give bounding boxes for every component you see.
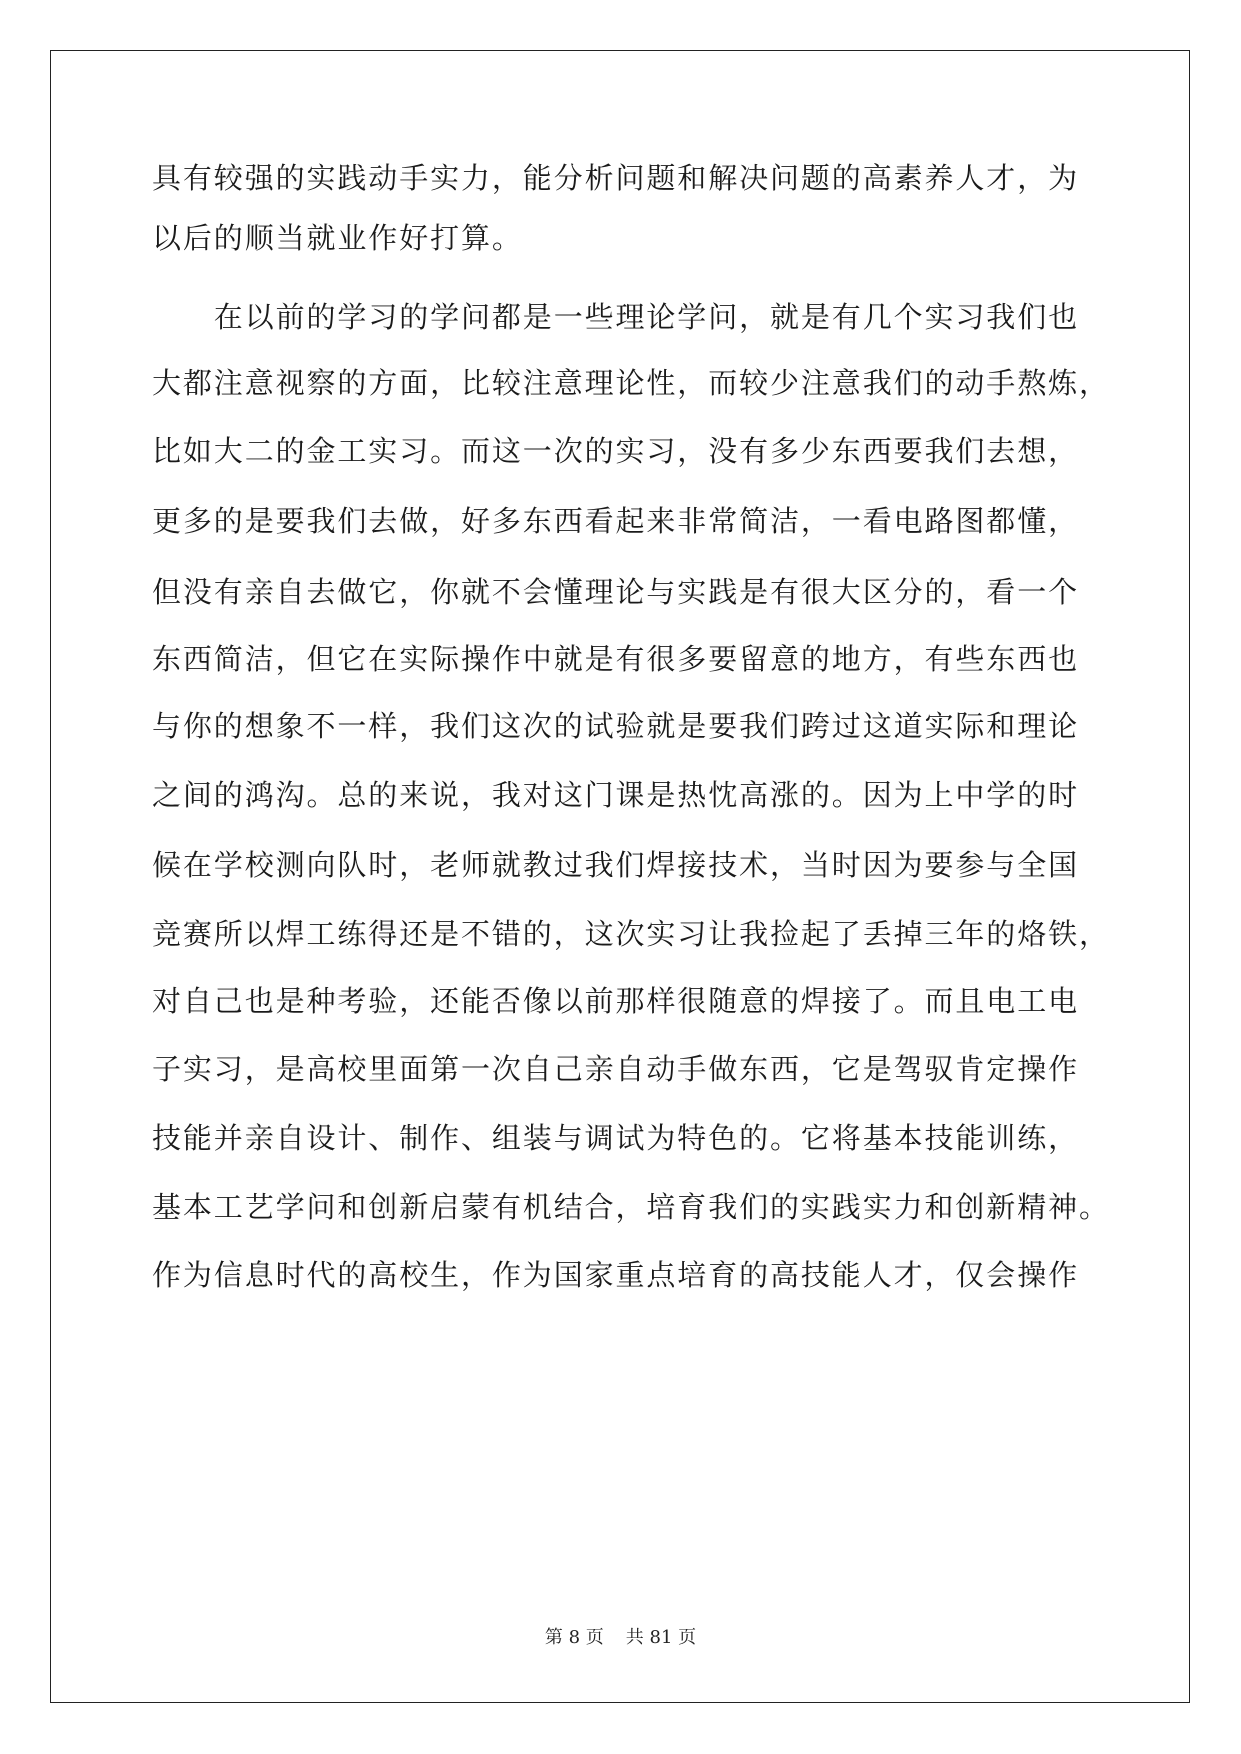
page-number: 第 8 页 [544, 1627, 604, 1648]
text-line: 在以前的学习的学问都是一些理论学问，就是有几个实习我们也 [152, 300, 1080, 334]
text-line: 比如大二的金工实习。而这一次的实习，没有多少东西要我们去想， [152, 434, 1080, 468]
text-line: 大都注意视察的方面，比较注意理论性，而较少注意我们的动手熬炼， [152, 366, 1110, 400]
text-line: 更多的是要我们去做，好多东西看起来非常简洁，一看电路图都懂， [152, 504, 1080, 538]
page-footer [0, 1626, 1241, 1650]
text-line: 技能并亲自设计、制作、组装与调试为特色的。它将基本技能训练， [152, 1121, 1080, 1155]
text-line: 子实习，是高校里面第一次自己亲自动手做东西，它是驾驭肯定操作 [152, 1052, 1080, 1086]
text-line: 候在学校测向队时，老师就教过我们焊接技术，当时因为要参与全国 [152, 848, 1080, 882]
page-total: 共 81 页 [625, 1627, 697, 1648]
text-line: 竞赛所以焊工练得还是不错的，这次实习让我捡起了丢掉三年的烙铁， [152, 917, 1110, 951]
text-line: 对自己也是种考验，还能否像以前那样很随意的焊接了。而且电工电 [152, 984, 1080, 1018]
text-line: 之间的鸿沟。总的来说，我对这门课是热忱高涨的。因为上中学的时 [152, 778, 1080, 812]
text-line: 东西简洁，但它在实际操作中就是有很多要留意的地方，有些东西也 [152, 642, 1080, 676]
text-line: 以后的顺当就业作好打算。 [152, 221, 523, 255]
text-line: 但没有亲自去做它，你就不会懂理论与实践是有很大区分的，看一个 [152, 575, 1080, 609]
text-line: 具有较强的实践动手实力，能分析问题和解决问题的高素养人才，为 [152, 161, 1080, 195]
text-line: 与你的想象不一样，我们这次的试验就是要我们跨过这道实际和理论 [152, 709, 1080, 743]
text-line: 基本工艺学问和创新启蒙有机结合，培育我们的实践实力和创新精神。 [152, 1190, 1110, 1224]
text-line: 作为信息时代的高校生，作为国家重点培育的高技能人才，仅会操作 [152, 1258, 1080, 1292]
